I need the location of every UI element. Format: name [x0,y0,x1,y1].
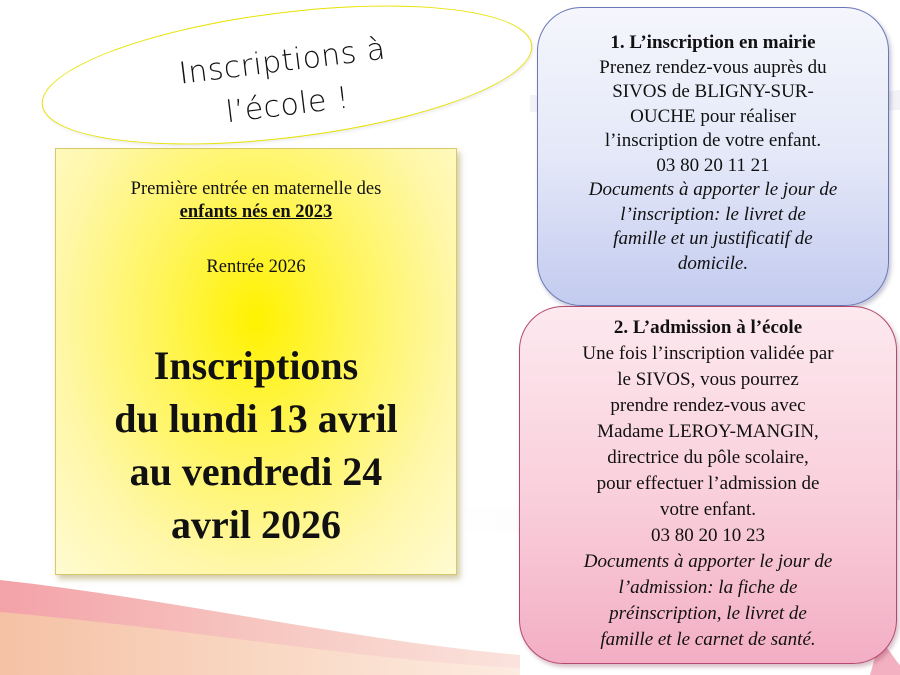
step1-phone: 03 80 20 11 21 [656,154,770,176]
step2-body-line: pour effectuer l’admission de [596,473,820,494]
dates-line-4: avril 2026 [171,502,341,547]
step2-body-line: directrice du pôle scolaire, [607,447,809,468]
step2-box [519,306,897,664]
title-line-1: Inscriptions à [177,31,388,92]
dates-line-2: du lundi 13 avril [114,396,398,441]
school-year: Rentrée 2026 [206,257,306,277]
step1-docs-line: l’inscription: le livret de [620,203,806,225]
step2-body-line: le SIVOS, vous pourrez [617,369,799,390]
intro-children-year: enfants nés en 2023 [179,202,333,222]
step2-docs-line: préinscription, le livret de [609,603,807,624]
step2-docs-line: l’admission: la fiche de [618,577,798,598]
dates-line-1: Inscriptions [153,343,359,388]
step1-docs-line: domicile. [677,252,749,274]
step1-heading: 1. L’inscription en mairie [610,32,816,53]
step1-text [552,31,874,276]
step2-phone: 03 80 20 10 23 [651,525,765,546]
main-announcement-box [55,148,457,575]
step2-heading: 2. L’admission à l’école [613,317,803,338]
title-line-2: l’école ! [223,80,352,131]
step2-docs-line: Documents à apporter le jour de [583,551,833,572]
step2-body-line: Madame LEROY-MANGIN, [597,421,819,442]
step1-body-line: OUCHE pour réaliser [630,105,796,127]
step1-docs-line: famille et un justificatif de [613,228,813,249]
step1-box [537,7,889,306]
step2-docs-line: famille et le carnet de santé. [600,629,816,650]
dates-line-3: au vendredi 24 [129,449,383,494]
step1-body-line: SIVOS de BLIGNY-SUR- [612,81,814,102]
intro-text: Première entrée en maternelle des [130,179,382,199]
step1-body-line: l’inscription de votre enfant. [604,130,822,151]
step1-body-line: Prenez rendez-vous auprès du [599,56,827,78]
step2-body-line: votre enfant. [659,499,756,520]
step2-text [532,315,884,653]
step2-body-line: prendre rendez-vous avec [610,395,806,416]
registration-dates [56,339,456,551]
step2-body-line: Une fois l’inscription validée par [582,343,834,364]
step1-docs-line: Documents à apporter le jour de [588,179,838,200]
